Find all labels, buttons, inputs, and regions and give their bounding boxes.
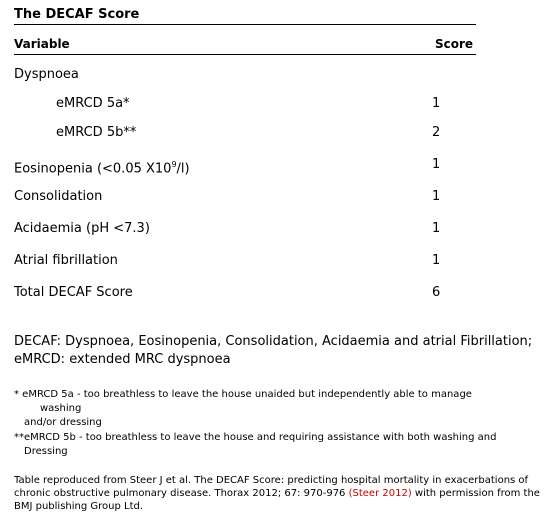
row-label: Dyspnoea [14, 67, 79, 82]
citation-reference-link[interactable]: (Steer 2012) [348, 488, 412, 499]
table-title: The DECAF Score [14, 6, 476, 25]
citation-text: Table reproduced from Steer J et al. The DECAF Score: predicting hospital mortality in exacerbations of chronic obstructive pulmonary disease. Thorax 2012; 67: 970-976 [14, 475, 529, 499]
citation-text-end: with permission from the BMJ publishing Group Ltd. [14, 488, 540, 512]
abbreviation-note [14, 333, 544, 369]
row-label: eMRCD 5a* [56, 96, 130, 111]
footnote-line: **eMRCD 5b - too breathless to leave the house and requiring assistance with both washing and [14, 432, 497, 443]
footnote-5b [14, 431, 544, 459]
header-variable: Variable [14, 37, 70, 51]
footnote-line: and/or dressing [24, 417, 102, 428]
note-line: eMRCD: extended MRC dyspnoea [14, 352, 231, 367]
row-score: 1 [432, 157, 441, 172]
row-label-suffix: /l) [176, 161, 190, 177]
table-row-total [14, 284, 476, 302]
row-label: eMRCD 5b** [56, 125, 137, 140]
footnote-5a [14, 388, 544, 430]
row-score: 1 [432, 253, 441, 268]
row-score: 1 [432, 221, 441, 236]
row-label: Consolidation [14, 189, 103, 204]
table-header [14, 37, 476, 55]
row-score: 2 [432, 125, 441, 140]
row-label [14, 156, 190, 178]
footnote-line: * eMRCD 5a - too breathless to leave the house unaided but independently able to manage [14, 389, 472, 400]
row-score: 1 [432, 96, 441, 111]
footnote-line: washing [40, 403, 82, 414]
row-label: Acidaemia (pH <7.3) [14, 221, 150, 236]
table-row [14, 156, 476, 177]
note-line: DECAF: Dyspnoea, Eosinopenia, Consolidation, Acidaemia and atrial Fibrillation; [14, 334, 533, 349]
table-row [14, 220, 476, 238]
row-score: 6 [432, 285, 441, 300]
row-label: Atrial fibrillation [14, 253, 118, 268]
table-row [14, 252, 476, 270]
header-score: Score [434, 37, 473, 51]
table-row [14, 66, 476, 84]
row-label: Total DECAF Score [14, 285, 133, 300]
source-citation [14, 474, 544, 513]
table-row [14, 124, 476, 142]
table-row [14, 95, 476, 113]
row-label-text: Eosinopenia (<0.05 X10 [14, 161, 172, 177]
row-label-superscript: 9 [171, 160, 177, 169]
row-score: 1 [432, 189, 441, 204]
table-row [14, 188, 476, 206]
footnote-line: Dressing [24, 446, 68, 457]
